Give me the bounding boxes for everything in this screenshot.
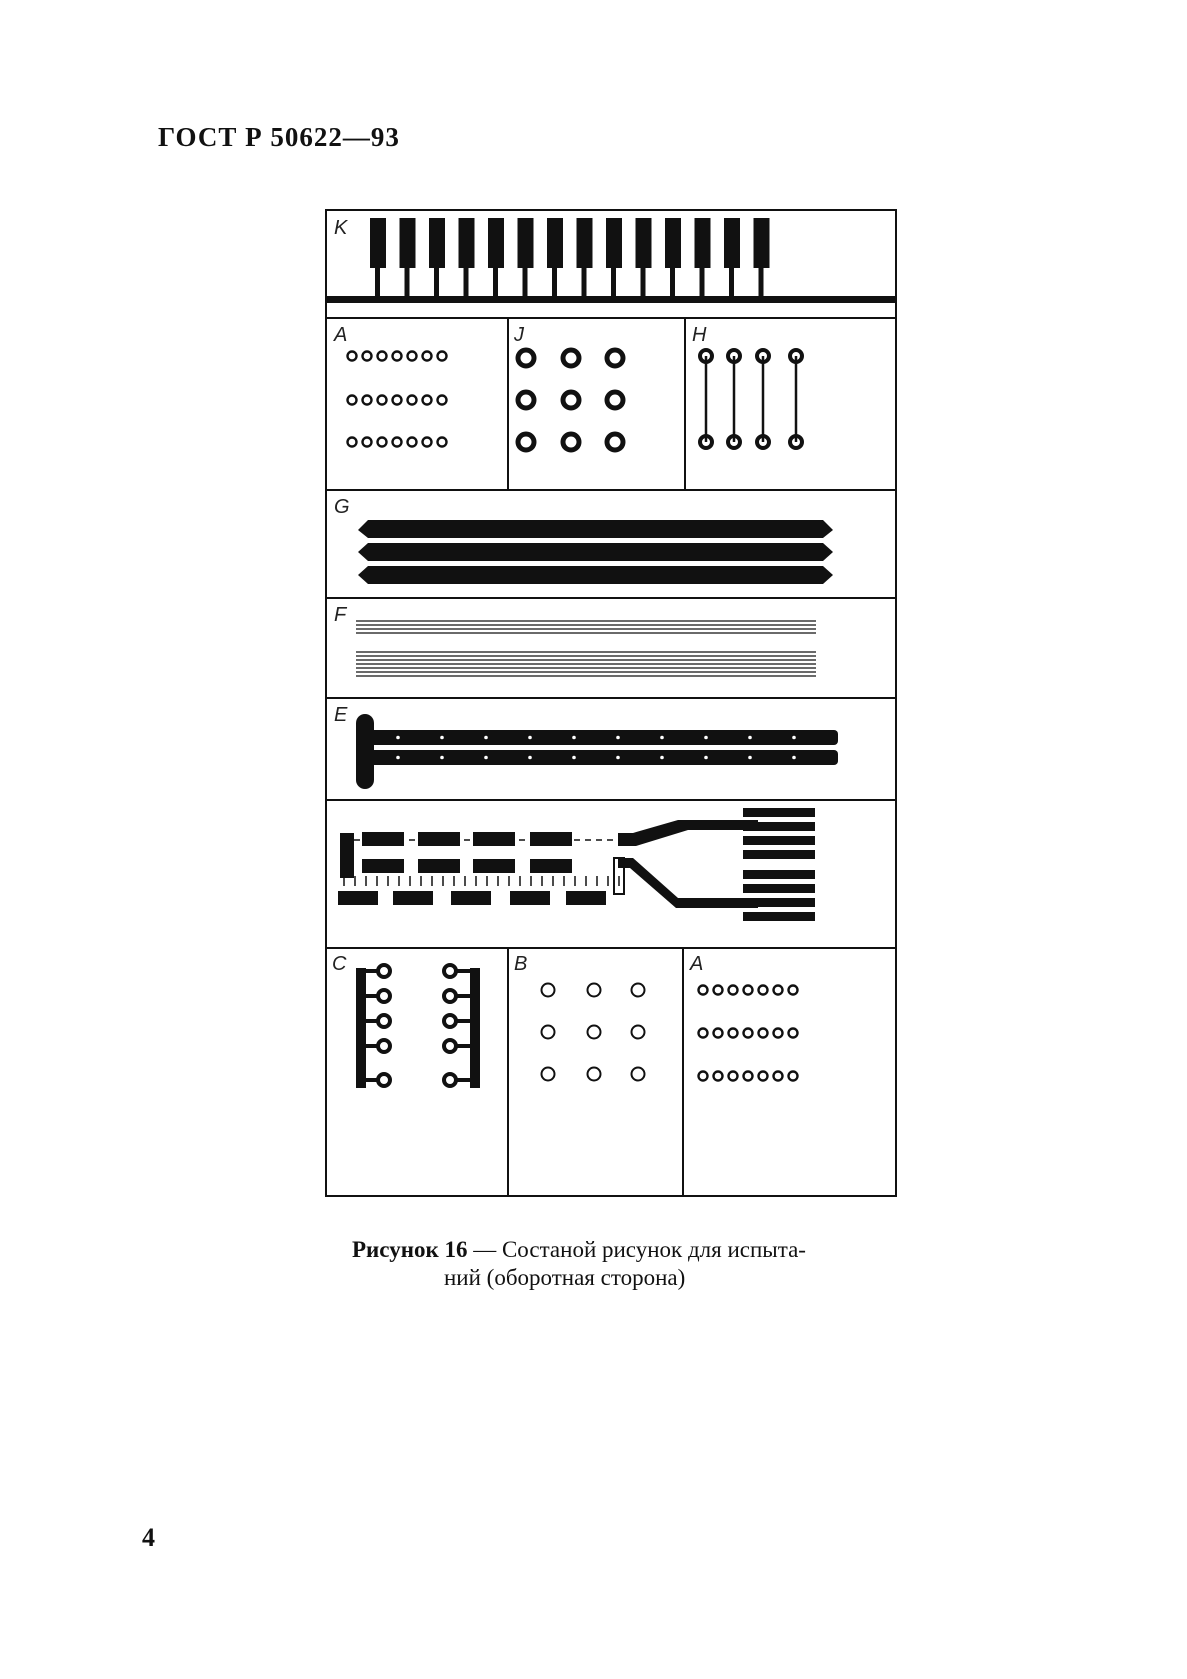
comb-pad <box>400 218 416 268</box>
pad-dot <box>774 986 783 995</box>
comb-pad <box>429 218 445 268</box>
pad-dot <box>759 986 768 995</box>
pad-dot <box>408 352 417 361</box>
pad-dot <box>744 986 753 995</box>
panel-e-conductors <box>356 714 838 789</box>
comb-pad <box>695 218 711 268</box>
panel-g-bars <box>358 520 833 584</box>
panel-b-circles <box>542 984 645 1081</box>
pad-dot <box>759 1072 768 1081</box>
resistor-pad <box>362 859 404 873</box>
via-hole <box>440 756 444 760</box>
panel-a-top-dots <box>348 352 447 447</box>
comb-pad <box>665 218 681 268</box>
edge-finger <box>743 808 815 817</box>
comb-lead <box>375 266 380 296</box>
comb-lead <box>670 266 675 296</box>
pad-dot <box>363 352 372 361</box>
comb-lead <box>405 266 410 296</box>
pad-dot <box>378 396 387 405</box>
resistor-pad <box>530 859 572 873</box>
via-hole <box>572 756 576 760</box>
edge-finger <box>743 822 815 831</box>
resistor-pad <box>418 859 460 873</box>
panel-k-pads <box>326 218 896 303</box>
via-hole <box>660 756 664 760</box>
comb-lead <box>464 266 469 296</box>
ring-pad <box>518 350 534 366</box>
resistor-pad <box>510 891 550 905</box>
comb-lead <box>552 266 557 296</box>
ring-pad <box>518 434 534 450</box>
panel-label-f: F <box>334 604 347 626</box>
pad-dot <box>789 1072 798 1081</box>
via-hole <box>748 756 752 760</box>
pad-dot <box>714 986 723 995</box>
via-hole <box>484 756 488 760</box>
ring-pad <box>607 350 623 366</box>
edge-finger <box>743 870 815 879</box>
comb-pad <box>370 218 386 268</box>
resistor-pad <box>530 832 572 846</box>
ring-pad <box>563 350 579 366</box>
ladder-pad <box>378 965 390 977</box>
ladder-pad <box>444 990 456 1002</box>
open-circle-pad <box>588 1026 601 1039</box>
pad-dot <box>789 986 798 995</box>
pad-dot <box>348 438 357 447</box>
pad-dot <box>438 396 447 405</box>
figure-caption <box>352 1236 922 1292</box>
ring-pad <box>607 392 623 408</box>
comb-pad <box>636 218 652 268</box>
panel-h-dumbbells <box>700 350 802 448</box>
via-hole <box>704 736 708 740</box>
ladder-pad <box>378 1015 390 1027</box>
resistor-pad <box>338 891 378 905</box>
pad-dot <box>789 1029 798 1038</box>
open-circle-pad <box>542 984 555 997</box>
via-hole <box>440 736 444 740</box>
via-hole <box>528 756 532 760</box>
panel-j-rings <box>518 350 623 450</box>
pad-dot <box>729 1029 738 1038</box>
ladder-pad <box>378 1040 390 1052</box>
ladder-pad <box>378 990 390 1002</box>
panel-frame <box>326 210 896 1196</box>
panel-label-c: C <box>332 953 347 975</box>
via-hole <box>704 756 708 760</box>
panel-f-lines <box>356 621 816 676</box>
pad-dot <box>363 438 372 447</box>
comb-pad <box>518 218 534 268</box>
comb-lead <box>729 266 734 296</box>
open-circle-pad <box>632 984 645 997</box>
pad-dot <box>699 1029 708 1038</box>
caption-text-line2: ний (оборотная сторона) <box>444 1265 686 1290</box>
pad-dot <box>774 1029 783 1038</box>
resistor-pad <box>393 891 433 905</box>
resistor-pad <box>566 891 606 905</box>
via-hole <box>396 756 400 760</box>
panel-label-a-bottom: A <box>690 953 704 975</box>
resistor-pad <box>451 891 491 905</box>
pad-dot <box>714 1072 723 1081</box>
via-hole <box>396 736 400 740</box>
via-hole <box>572 736 576 740</box>
comb-lead <box>434 266 439 296</box>
test-pattern-figure <box>318 208 904 1201</box>
open-circle-pad <box>542 1068 555 1081</box>
via-hole <box>616 736 620 740</box>
pad-dot <box>408 438 417 447</box>
pad-dot <box>774 1072 783 1081</box>
via-hole <box>792 756 796 760</box>
comb-lead <box>611 266 616 296</box>
ring-pad <box>563 392 579 408</box>
comb-lead <box>582 266 587 296</box>
ladder-pad <box>444 1074 456 1086</box>
resistor-pad <box>362 832 404 846</box>
edge-finger <box>743 836 815 845</box>
comb-lead <box>759 266 764 296</box>
pad-dot <box>408 396 417 405</box>
via-hole <box>616 756 620 760</box>
pad-dot <box>699 1072 708 1081</box>
pad-dot <box>348 352 357 361</box>
pad-dot <box>393 396 402 405</box>
panel-label-b: B <box>514 953 528 975</box>
pad-dot <box>729 1072 738 1081</box>
open-circle-pad <box>632 1026 645 1039</box>
open-circle-pad <box>542 1026 555 1039</box>
resistor-pad <box>473 832 515 846</box>
comb-pad <box>724 218 740 268</box>
pad-dot <box>438 438 447 447</box>
pad-dot <box>744 1029 753 1038</box>
resistor-pad <box>473 859 515 873</box>
ring-pad <box>563 434 579 450</box>
comb-pad <box>577 218 593 268</box>
panel-a-bottom-dots <box>699 986 798 1081</box>
caption-text-line1: — Состаной рисунок для испыта- <box>467 1237 806 1262</box>
panel-label-k: K <box>334 217 348 239</box>
pad-dot <box>423 352 432 361</box>
comb-lead <box>493 266 498 296</box>
pad-dot <box>714 1029 723 1038</box>
panel-label-g: G <box>334 496 350 518</box>
caption-figure-number: Рисунок 16 <box>352 1237 468 1262</box>
edge-finger <box>743 850 815 859</box>
resistor-pad <box>418 832 460 846</box>
pad-dot <box>744 1072 753 1081</box>
panel-label-h: H <box>692 324 707 346</box>
comb-pad <box>488 218 504 268</box>
pad-dot <box>423 438 432 447</box>
panel-label-e: E <box>334 704 348 726</box>
comb-lead <box>641 266 646 296</box>
page-number: 4 <box>142 1523 155 1552</box>
pad-dot <box>423 396 432 405</box>
via-hole <box>792 736 796 740</box>
panel-label-a-top: A <box>334 324 348 346</box>
via-hole <box>484 736 488 740</box>
edge-finger <box>743 898 815 907</box>
document-header: ГОСТ Р 50622—93 <box>158 122 400 152</box>
ladder-pad <box>444 1040 456 1052</box>
pad-dot <box>348 396 357 405</box>
open-circle-pad <box>588 984 601 997</box>
ring-pad <box>518 392 534 408</box>
comb-pad <box>754 218 770 268</box>
comb-pad <box>547 218 563 268</box>
pad-dot <box>438 352 447 361</box>
pad-dot <box>759 1029 768 1038</box>
panel-d-components <box>338 808 815 921</box>
ladder-pad <box>444 965 456 977</box>
via-hole <box>528 736 532 740</box>
comb-lead <box>700 266 705 296</box>
via-hole <box>660 736 664 740</box>
open-circle-pad <box>588 1068 601 1081</box>
ladder-pad <box>444 1015 456 1027</box>
pad-dot <box>393 352 402 361</box>
pad-dot <box>378 352 387 361</box>
pad-dot <box>363 396 372 405</box>
pad-dot <box>393 438 402 447</box>
ladder-pad <box>378 1074 390 1086</box>
comb-lead <box>523 266 528 296</box>
comb-pad <box>606 218 622 268</box>
panel-c-ladders <box>356 965 480 1088</box>
pad-dot <box>378 438 387 447</box>
via-hole <box>748 736 752 740</box>
open-circle-pad <box>632 1068 645 1081</box>
pad-dot <box>729 986 738 995</box>
edge-finger <box>743 884 815 893</box>
pad-dot <box>699 986 708 995</box>
test-pattern-drawing <box>318 208 904 1201</box>
comb-pad <box>459 218 475 268</box>
panel-label-j: J <box>514 324 524 346</box>
ring-pad <box>607 434 623 450</box>
edge-finger <box>743 912 815 921</box>
